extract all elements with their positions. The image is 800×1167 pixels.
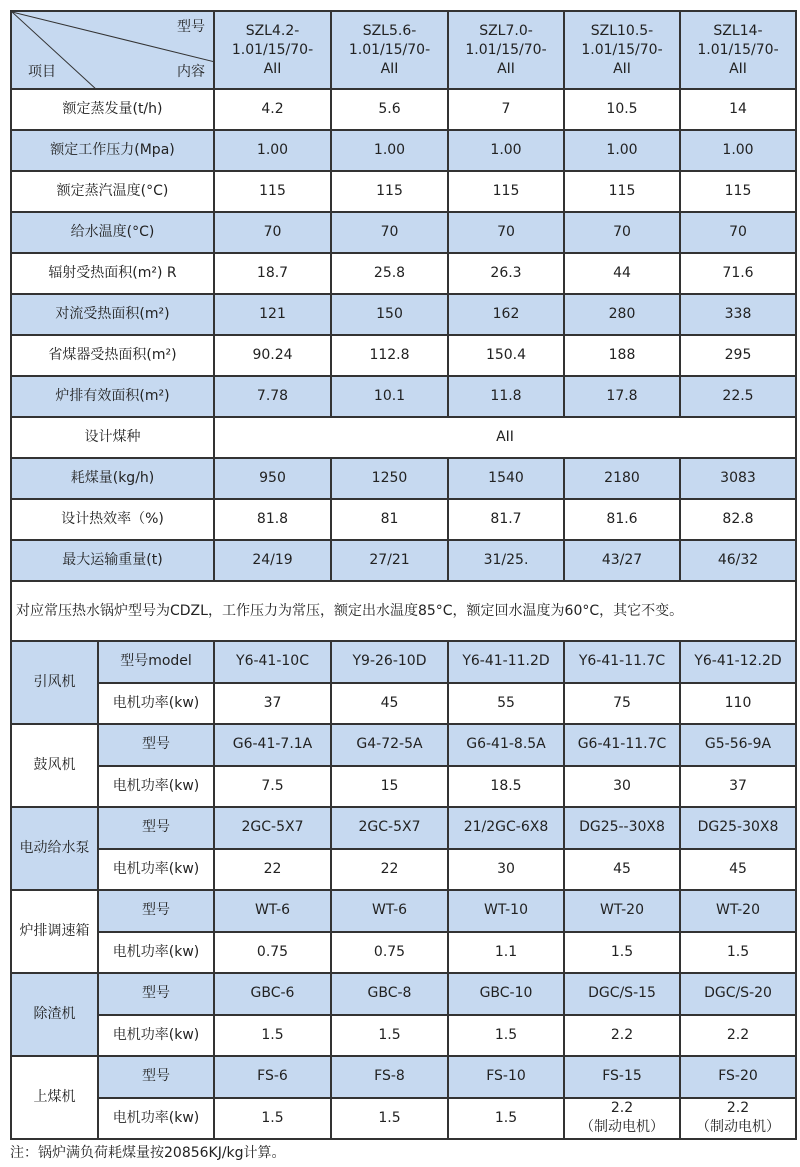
spec-value: 90.24: [214, 335, 331, 376]
equipment-value: 1.5: [331, 1015, 448, 1057]
equipment-value: 1.5: [680, 932, 796, 974]
model-header: SZL10.5- 1.01/15/70- AII: [564, 11, 680, 89]
spec-value: 27/21: [331, 540, 448, 581]
equipment-value: Y6-41-11.7C: [564, 641, 680, 683]
equipment-value: 45: [564, 849, 680, 891]
spec-value: 1540: [448, 458, 564, 499]
equipment-row: [11, 683, 796, 725]
equipment-name: 电动给水泵: [11, 807, 98, 890]
equipment-value: WT-20: [564, 890, 680, 932]
spec-value: 43/27: [564, 540, 680, 581]
spec-label: 耗煤量(kg/h): [11, 458, 214, 499]
spec-value: 70: [680, 212, 796, 253]
equipment-value: 2GC-5X7: [331, 807, 448, 849]
spec-value: 44: [564, 253, 680, 294]
spec-label: 设计热效率（%): [11, 499, 214, 540]
equipment-row: [11, 973, 796, 1015]
equipment-value: Y6-41-10C: [214, 641, 331, 683]
spec-row: [11, 376, 796, 417]
equipment-value: WT-6: [214, 890, 331, 932]
equipment-row: [11, 724, 796, 766]
spec-value: 14: [680, 89, 796, 130]
equipment-attr-label: 型号: [98, 890, 214, 932]
equipment-value: 37: [214, 683, 331, 725]
spec-label: 额定蒸汽温度(°C): [11, 171, 214, 212]
spec-value: 26.3: [448, 253, 564, 294]
equipment-attr-label: 型号: [98, 973, 214, 1015]
equipment-value: 0.75: [331, 932, 448, 974]
spec-row: [11, 130, 796, 171]
equipment-attr-label: 电机功率(kw): [98, 849, 214, 891]
equipment-value: WT-6: [331, 890, 448, 932]
equipment-row: [11, 807, 796, 849]
equipment-attr-label: 电机功率(kw): [98, 1098, 214, 1140]
spec-value: 1.00: [331, 130, 448, 171]
spec-value: 115: [680, 171, 796, 212]
equipment-value: 1.1: [448, 932, 564, 974]
equipment-value: 2.2 （制动电机）: [564, 1098, 680, 1140]
spec-row: [11, 458, 796, 499]
boiler-spec-table: [10, 10, 797, 1140]
spec-value: 162: [448, 294, 564, 335]
equipment-row: [11, 932, 796, 974]
spec-value: 17.8: [564, 376, 680, 417]
equipment-attr-label: 电机功率(kw): [98, 683, 214, 725]
equipment-value: 22: [331, 849, 448, 891]
spec-label: 省煤器受热面积(m²): [11, 335, 214, 376]
equipment-row: [11, 641, 796, 683]
equipment-value: G6-41-11.7C: [564, 724, 680, 766]
equipment-attr-label: 电机功率(kw): [98, 766, 214, 808]
equipment-value: DGC/S-15: [564, 973, 680, 1015]
spec-value: 7.78: [214, 376, 331, 417]
equipment-name: 引风机: [11, 641, 98, 724]
spec-value: 7: [448, 89, 564, 130]
spec-value: 81: [331, 499, 448, 540]
equipment-attr-label: 型号: [98, 724, 214, 766]
spec-label: 额定工作压力(Mpa): [11, 130, 214, 171]
equipment-row: [11, 849, 796, 891]
spec-value: 3083: [680, 458, 796, 499]
corner-model-label: 型号: [177, 19, 205, 35]
spec-value: 295: [680, 335, 796, 376]
spec-value: 2180: [564, 458, 680, 499]
spec-value: 82.8: [680, 499, 796, 540]
spec-value: 11.8: [448, 376, 564, 417]
equipment-value: 22: [214, 849, 331, 891]
equipment-row: [11, 766, 796, 808]
spec-merged-value: AII: [214, 417, 796, 458]
equipment-value: 0.75: [214, 932, 331, 974]
equipment-value: 1.5: [214, 1098, 331, 1140]
equipment-value: 7.5: [214, 766, 331, 808]
equipment-value: FS-15: [564, 1056, 680, 1098]
equipment-value: WT-10: [448, 890, 564, 932]
equipment-name: 除渣机: [11, 973, 98, 1056]
equipment-value: 15: [331, 766, 448, 808]
spec-value: 24/19: [214, 540, 331, 581]
equipment-value: WT-20: [680, 890, 796, 932]
spec-value: 115: [214, 171, 331, 212]
spec-row: [11, 89, 796, 130]
equipment-value: 37: [680, 766, 796, 808]
spec-value: 70: [214, 212, 331, 253]
spec-label: 最大运输重量(t): [11, 540, 214, 581]
spec-value: 81.7: [448, 499, 564, 540]
spec-label: 给水温度(°C): [11, 212, 214, 253]
equipment-name: 炉排调速箱: [11, 890, 98, 973]
equipment-row: [11, 1056, 796, 1098]
equipment-row: [11, 890, 796, 932]
equipment-row: [11, 1015, 796, 1057]
equipment-value: Y6-41-11.2D: [448, 641, 564, 683]
spec-label: 对流受热面积(m²): [11, 294, 214, 335]
equipment-value: Y6-41-12.2D: [680, 641, 796, 683]
equipment-value: DG25-30X8: [680, 807, 796, 849]
equipment-value: 1.5: [564, 932, 680, 974]
spec-value: 1250: [331, 458, 448, 499]
spec-row: [11, 171, 796, 212]
spec-value: 950: [214, 458, 331, 499]
spec-value: 71.6: [680, 253, 796, 294]
spec-value: 121: [214, 294, 331, 335]
equipment-value: 1.5: [331, 1098, 448, 1140]
equipment-attr-label: 电机功率(kw): [98, 1015, 214, 1057]
spec-label: 炉排有效面积(m²): [11, 376, 214, 417]
spec-value: 115: [331, 171, 448, 212]
footnote: 注：锅炉满负荷耗煤量按20856KJ/kg计算。: [10, 1145, 286, 1161]
spec-value: 70: [331, 212, 448, 253]
spec-row: [11, 417, 796, 458]
equipment-value: G5-56-9A: [680, 724, 796, 766]
equipment-value: Y9-26-10D: [331, 641, 448, 683]
spec-value: 46/32: [680, 540, 796, 581]
equipment-attr-label: 电机功率(kw): [98, 932, 214, 974]
equipment-value: G6-41-7.1A: [214, 724, 331, 766]
spec-value: 115: [448, 171, 564, 212]
spec-value: 31/25.: [448, 540, 564, 581]
spec-row: [11, 499, 796, 540]
spec-value: 1.00: [564, 130, 680, 171]
note-row: [11, 581, 796, 641]
header-row: [11, 11, 796, 89]
equipment-value: DGC/S-20: [680, 973, 796, 1015]
equipment-name: 上煤机: [11, 1056, 98, 1139]
equipment-value: G6-41-8.5A: [448, 724, 564, 766]
equipment-value: 45: [680, 849, 796, 891]
equipment-attr-label: 型号: [98, 807, 214, 849]
equipment-attr-label: 型号model: [98, 641, 214, 683]
spec-value: 10.1: [331, 376, 448, 417]
spec-value: 70: [448, 212, 564, 253]
equipment-value: 1.5: [214, 1015, 331, 1057]
equipment-value: FS-8: [331, 1056, 448, 1098]
equipment-value: G4-72-5A: [331, 724, 448, 766]
equipment-value: 2.2 （制动电机）: [680, 1098, 796, 1140]
equipment-value: 1.5: [448, 1015, 564, 1057]
spec-value: 112.8: [331, 335, 448, 376]
spec-value: 280: [564, 294, 680, 335]
spec-label: 额定蒸发量(t/h): [11, 89, 214, 130]
equipment-name: 鼓风机: [11, 724, 98, 807]
spec-label: 辐射受热面积(m²) R: [11, 253, 214, 294]
spec-row: [11, 253, 796, 294]
model-header: SZL7.0- 1.01/15/70- AII: [448, 11, 564, 89]
spec-row: [11, 335, 796, 376]
spec-value: 10.5: [564, 89, 680, 130]
spec-value: 115: [564, 171, 680, 212]
equipment-attr-label: 型号: [98, 1056, 214, 1098]
spec-value: 1.00: [680, 130, 796, 171]
equipment-value: FS-6: [214, 1056, 331, 1098]
corner-item-label: 项目: [28, 64, 56, 80]
equipment-value: 21/2GC-6X8: [448, 807, 564, 849]
equipment-row: [11, 1098, 796, 1140]
spec-value: 188: [564, 335, 680, 376]
note-text: 对应常压热水锅炉型号为CDZL，工作压力为常压，额定出水温度85°C，额定回水温度为60°C，其它不变。: [11, 581, 796, 641]
equipment-value: DG25--30X8: [564, 807, 680, 849]
equipment-value: FS-10: [448, 1056, 564, 1098]
equipment-value: 30: [448, 849, 564, 891]
spec-row: [11, 212, 796, 253]
spec-value: 70: [564, 212, 680, 253]
equipment-value: GBC-8: [331, 973, 448, 1015]
model-header: SZL4.2- 1.01/15/70- AII: [214, 11, 331, 89]
spec-value: 1.00: [214, 130, 331, 171]
diagonal-header-cell: [11, 11, 214, 89]
spec-value: 150: [331, 294, 448, 335]
equipment-value: 110: [680, 683, 796, 725]
spec-row: [11, 294, 796, 335]
spec-value: 1.00: [448, 130, 564, 171]
spec-value: 4.2: [214, 89, 331, 130]
equipment-value: GBC-6: [214, 973, 331, 1015]
spec-label: 设计煤种: [11, 417, 214, 458]
equipment-value: 2GC-5X7: [214, 807, 331, 849]
equipment-value: 75: [564, 683, 680, 725]
spec-value: 18.7: [214, 253, 331, 294]
spec-row: [11, 540, 796, 581]
spec-value: 150.4: [448, 335, 564, 376]
equipment-value: 45: [331, 683, 448, 725]
model-header: SZL5.6- 1.01/15/70- AII: [331, 11, 448, 89]
equipment-value: 2.2: [564, 1015, 680, 1057]
equipment-value: 2.2: [680, 1015, 796, 1057]
spec-value: 5.6: [331, 89, 448, 130]
spec-value: 81.8: [214, 499, 331, 540]
equipment-value: GBC-10: [448, 973, 564, 1015]
equipment-value: FS-20: [680, 1056, 796, 1098]
equipment-value: 55: [448, 683, 564, 725]
model-header: SZL14- 1.01/15/70- AII: [680, 11, 796, 89]
spec-value: 338: [680, 294, 796, 335]
equipment-value: 1.5: [448, 1098, 564, 1140]
corner-content-label: 内容: [177, 64, 205, 80]
spec-value: 22.5: [680, 376, 796, 417]
spec-value: 25.8: [331, 253, 448, 294]
equipment-value: 18.5: [448, 766, 564, 808]
equipment-value: 30: [564, 766, 680, 808]
spec-value: 81.6: [564, 499, 680, 540]
